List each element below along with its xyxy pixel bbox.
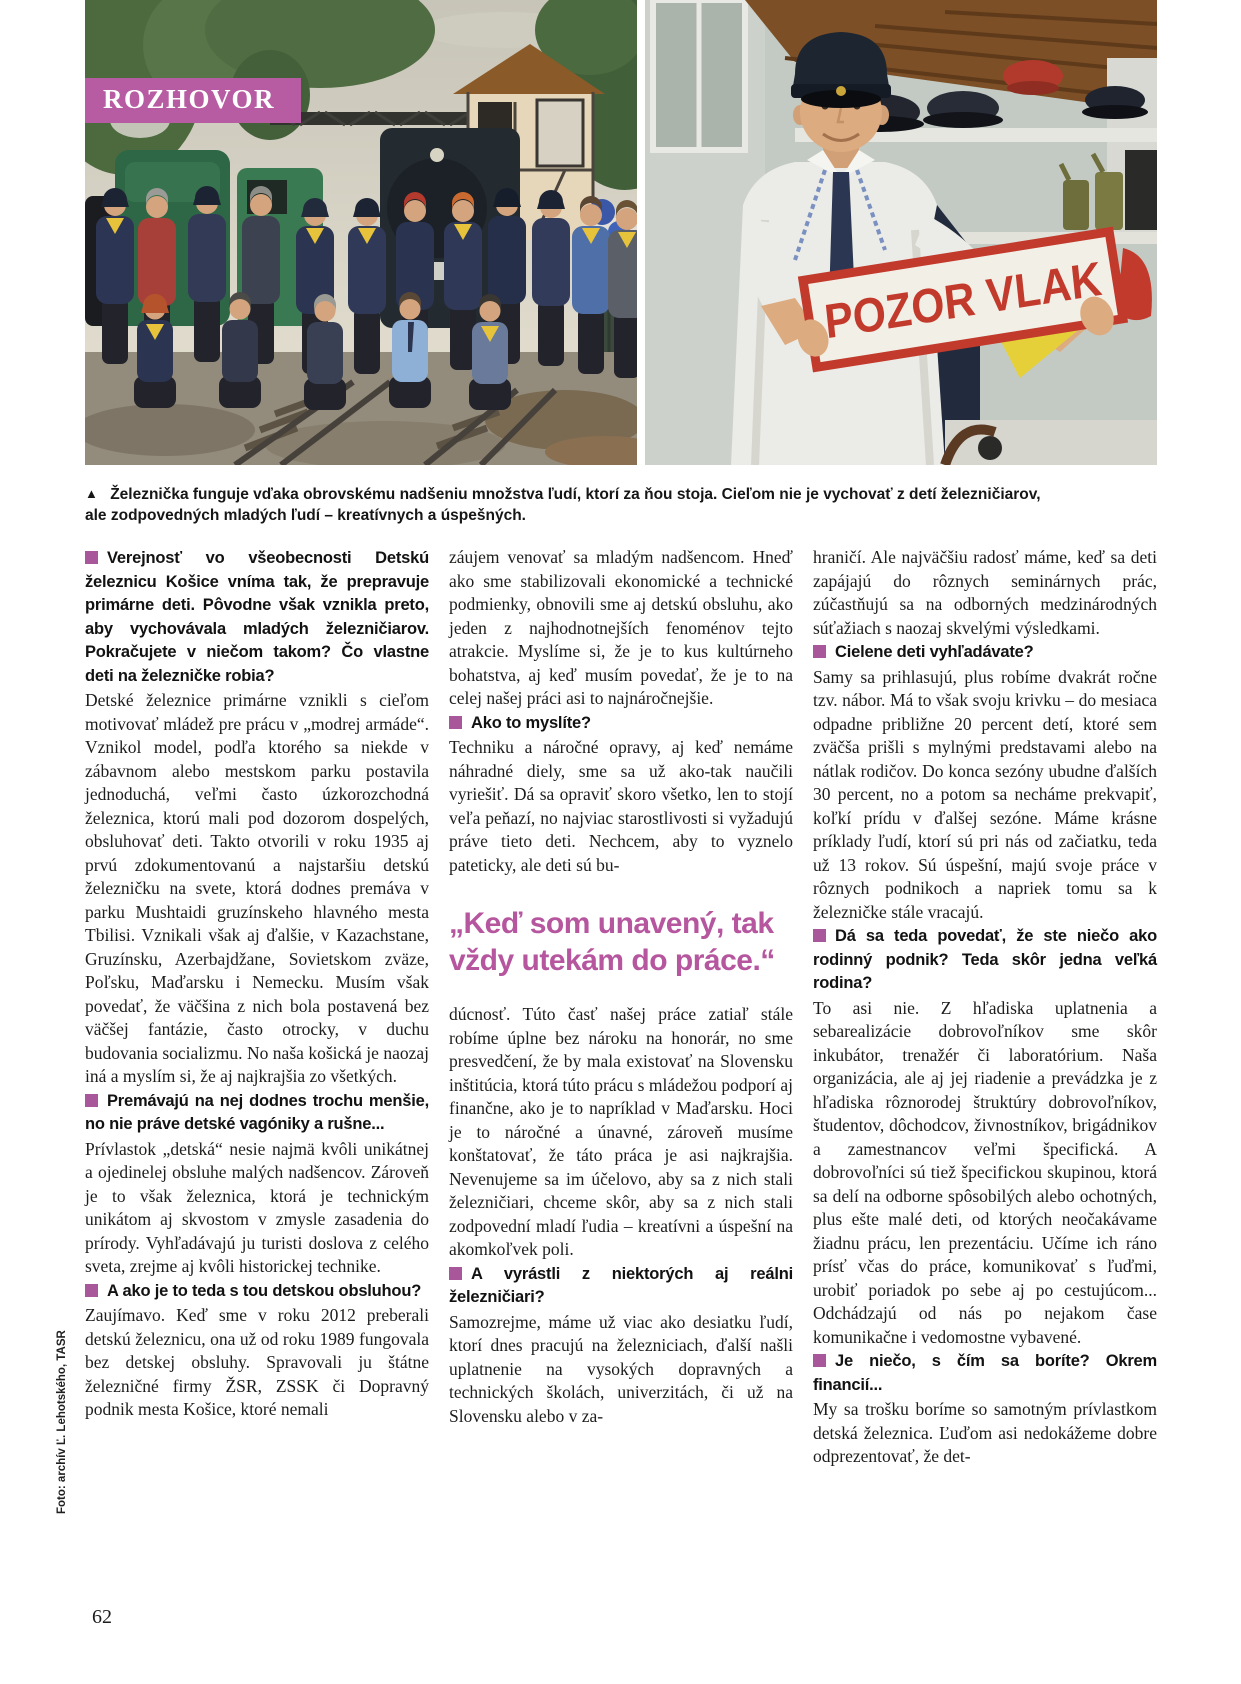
railwayman-illustration <box>645 0 1157 465</box>
photo-group-railway <box>85 0 637 465</box>
sign-text: POZOR VLAK <box>822 247 1139 350</box>
question-bullet-square <box>85 1094 98 1107</box>
photo-caption-text: Železnička funguje vďaka obrovskému nadšeniu množstva ľudí, ktorí za ňou stoja. Cieľom nie je vychovať z detí železničiarov, ale zodpovedných mladých ľudí – kreatívnych a úspešných. <box>85 486 1041 524</box>
page-number: 62 <box>92 1606 112 1628</box>
interview-question: Premávajú na nej dodnes trochu menšie, no nie práve detské vagóniky a rušne... <box>85 1091 429 1133</box>
question-bullet-square <box>85 1284 98 1297</box>
photo-credit: Foto: archív Ľ. Lehotského, TASR <box>56 1330 68 1514</box>
interview-question: Je niečo, s čím sa boríte? Okrem financií... <box>813 1352 1157 1394</box>
interview-answer: Techniku a náročné opravy, aj keď nemáme náhradné diely, sme sa už ako-tak naučili vyriešiť. Dá sa opraviť skoro všetko, len to stojí veľa peňazí, no najviac starostlivosti si vyžadujú práve tieto deti. Nechcem, aby to vyznelo pateticky, ale deti sú bu- <box>449 737 793 875</box>
article-column-3 <box>813 546 1157 1469</box>
interview-question: Dá sa teda povedať, že ste niečo ako rodinný podnik? Teda skôr jedna veľká rodina? <box>813 927 1157 992</box>
caption-triangle-icon: ▲ <box>85 486 98 501</box>
question-bullet-square <box>813 645 826 658</box>
photo-railwayman-sign <box>645 0 1157 465</box>
question-bullet-square <box>449 1267 462 1280</box>
group-photo-illustration <box>85 0 637 465</box>
interview-question: Cielene deti vyhľadávate? <box>813 641 1157 665</box>
interview-answer: Samozrejme, máme už viac ako desiatku ľudí, ktorí dnes pracujú na železniciach, ďalší našli uplatnenie na vysokých dopravných a technických školách, univerzitách, či už na Slovensku alebo v za- <box>449 1311 793 1426</box>
article-column-2 <box>449 546 793 1469</box>
section-label: ROZHOVOR <box>85 78 301 123</box>
article-body <box>85 546 1157 1469</box>
interview-question: A vyrástli z niektorých aj reálni železničiari? <box>449 1264 793 1306</box>
interview-answer: To asi nie. Z hľadiska uplatnenia a sebarealizácie dobrovoľníkov sme skôr inkubátor, trenažér či laboratórium. Naša organizácia, ale aj jej riadenie a prevádzka je z hľadiska rôznorodej štruktúry dobrovoľníkov, študentov, dôchodcov, živnostníkov, brigádnikov a zamestnancov veľmi špecifická. A dobrovoľníci sú tiež špecifickou skupinou, ktorá sa delí na odborne spôsobilých alebo ochotných, plus ešte malé deti, od ktorých neočakávame žiadnu prácu, len prezentáciu. Učíme ich ráno prísť včas do práce, komunikovať s ľuďmi, urobiť poriadok po sebe aj po cestujúcom... Odchádzajú od nás po nejakom čase komunikačne i vedomostne vybavené. <box>813 997 1157 1347</box>
photo-caption <box>85 484 1060 526</box>
interview-answer: dúcnosť. Túto časť našej práce zatiaľ stále robíme úplne bez nároku na honorár, no sme presvedčení, že by mala existovať na Slovensku inštitúcia, ktorá túto prácu s mládežou podporí aj finančne, ako je to napríklad v Maďarsku. Hoci je to náročné a únavné, zároveň musíme konštatovať, že táto práca je asi najkrajšia. Nevenujeme sa im účelovo, aby sa z nich stali železničiari, chceme skôr, aby sa z nich stali zodpovední mladí ľudia – kreatívni a úspešní na akomkoľvek poli. <box>449 1004 793 1259</box>
counter <box>945 420 1157 465</box>
interview-answer: hraničí. Ale najväčšiu radosť máme, keď sa deti zapájajú do rôznych seminárnych prác, zúčastňujú sa na odborných medzinárodných súťažiach s naozaj skvelými výsledkami. <box>813 547 1157 638</box>
interview-question: Ako to myslíte? <box>449 712 793 736</box>
interview-answer: Prívlastok „detská“ nesie najmä kvôli unikátnej a ojedinelej obsluhe malých nadšencov. Zároveň je to však železnica, ktorá je technickým unikátom aj skvostom v zmysle zasadenia do prírody. Vyhľadávajú ju turisti doslova z celého sveta, zrejme aj kvôli historickej technike. <box>85 1138 429 1276</box>
article-column-1 <box>85 546 429 1469</box>
question-bullet-square <box>813 1354 826 1367</box>
question-bullet-square <box>813 929 826 942</box>
interview-question: Verejnosť vo všeobecnosti Detskú železnicu Košice vníma tak, že prepravuje primárne deti. Pôvodne však vznikla preto, aby vychovávala mladých železničiarov. Pokračujete v niečom takom? Čo vlastne deti na železničke robia? <box>85 549 429 685</box>
interview-answer: Samy sa prihlasujú, plus robíme dvakrát ročne tzv. nábor. Má to však svoju krivku – do mesiaca odpadne približne 20 percent detí, ktoré sem zväčša prišli s mylnými predstavami alebo na nátlak rodičov. Do konca sezóny ubudne ďalších 30 percent, no a potom sa necháme prekvapiť, koľkí prídu v ďalšej sezóne. Máme krásne príklady ľudí, ktorí sú pri nás od začiatku, teda už 13 rokov. Sú úspešní, majú svoje práce v rôznych podnikoch a napriek tomu sa k železničke stále vracajú. <box>813 666 1157 922</box>
interview-answer: záujem venovať sa mladým nadšencom. Hneď ako sme stabilizovali ekonomické a technické podmienky, obnovili sme aj detskú obsluhu, ako jeden z najhodnotnejších fenoménov tejto atrakcie. Myslíme si, že je to kus kultúrneho bohatstva, aj keď musím povedať, že je to na celej našej práci asi to najnáročnejšie. <box>449 547 793 708</box>
question-bullet-square <box>85 551 98 564</box>
interview-answer: Detské železnice primárne vznikli s cieľom motivovať mládež pre prácu v „modrej armáde“. Vznikol model, podľa ktorého sa niekde v zábavnom alebo mestskom parku postavila jednoduchá, veľmi často úzkorozchodná železnica, ktorú mali pod dozorom dospelých, obsluhovať deti. Takto otvorili v roku 1935 aj prvú zdokumentovanú a najstaršiu detskú železničku na svete, ktorá dodnes premáva v parku Mushtaidi gruzínskeho hlavného mesta Tbilisi. Vznikali však aj ďalšie, v Kazachstane, Gruzínsku, Azerbajdžane, Sovietskom zväze, Poľsku, Maďarsku i Nemecku. Musím však povedať, že väčšina z nich bola postavená bez väčšej fantázie, často otrocky, v duchu budovania socializmu. No naša košická je naozaj iná a myslím si, že aj najkrajšia zo všetkých. <box>85 690 429 1086</box>
interview-question: A ako je to teda s tou detskou obsluhou? <box>85 1280 429 1304</box>
question-bullet-square <box>449 716 462 729</box>
pull-quote: „Keď som unavený, tak vždy utekám do práce.“ <box>449 907 775 977</box>
interview-answer: Zaujímavo. Keď sme v roku 2012 preberali detskú železnicu, ona už od roku 1989 fungovala bez detskej obsluhy. Spravovali ju štátne železničné firmy ŽSR, ZSSK či Dopravný podnik mesta Košice, ktoré nemali <box>85 1305 429 1419</box>
interview-answer: My sa trošku boríme so samotným prívlastkom detská železnica. Ľuďom asi nedokážeme dobre odprezentovať, že det- <box>813 1399 1157 1466</box>
